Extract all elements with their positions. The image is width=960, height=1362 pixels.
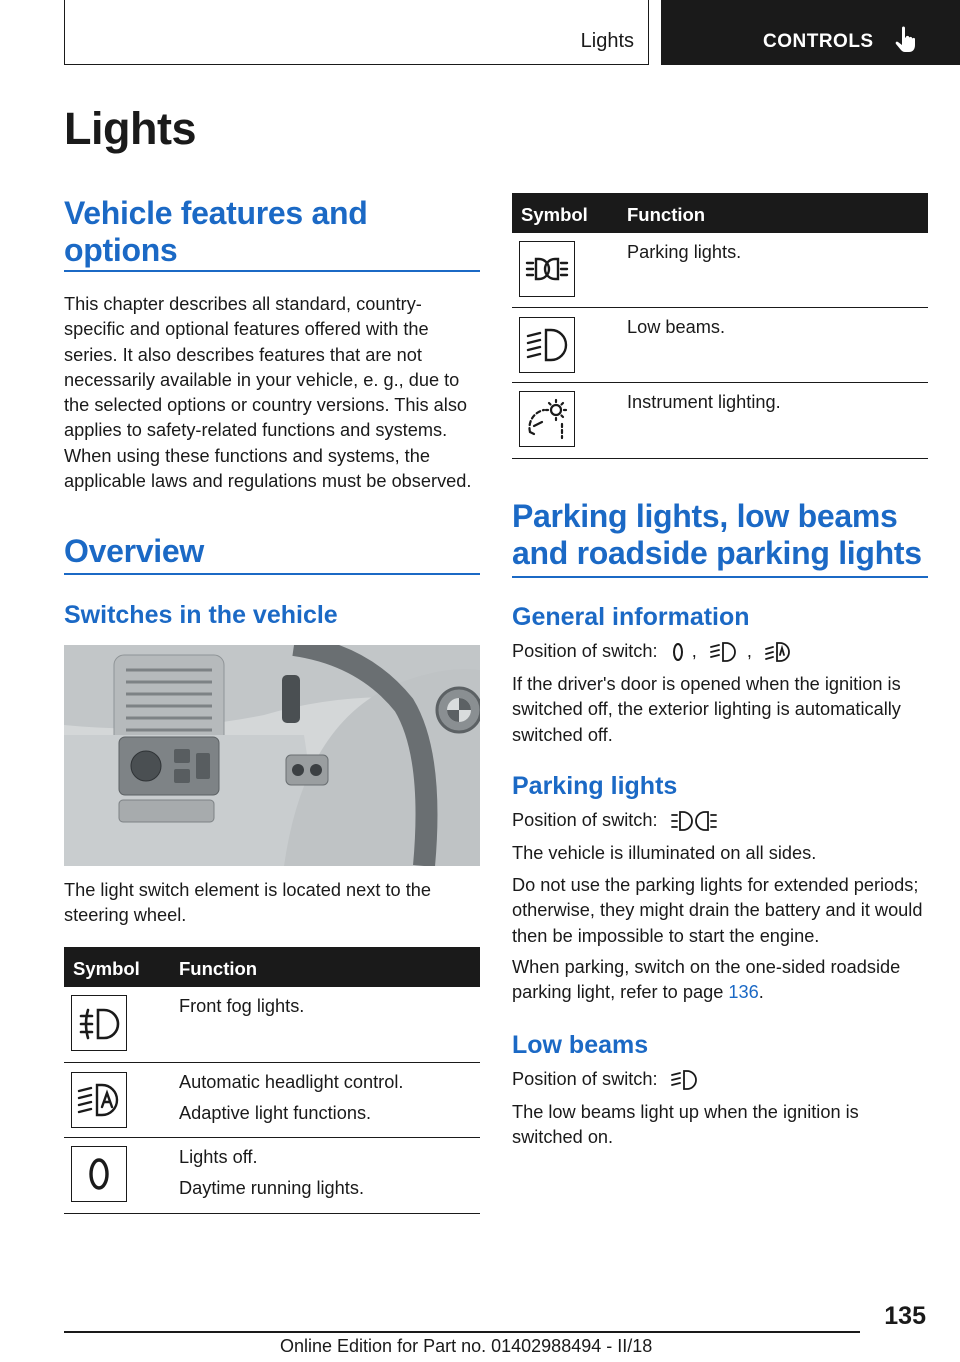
heading-parking-lights-low-beams: Parking lights, low beams and roadside parking lights	[512, 498, 922, 571]
parking-lights-icon	[671, 810, 717, 832]
automatic-headlight-icon	[765, 641, 793, 663]
heading-general-information: General information	[512, 603, 750, 631]
function-cell: Automatic headlight control. Adaptive light functions.	[179, 1072, 404, 1123]
table-row	[512, 233, 928, 308]
heading-switches-in-vehicle: Switches in the vehicle	[64, 601, 338, 629]
function-cell: Parking lights.	[627, 242, 742, 262]
header-section-title: Lights	[580, 30, 634, 52]
page-title: Lights	[64, 103, 196, 154]
instrument-lighting-icon	[519, 391, 575, 447]
switch-location-caption: The light switch element is located next to the steering wheel.	[64, 880, 431, 926]
lights-off-icon	[71, 1146, 127, 1202]
function-cell: Low beams.	[627, 317, 726, 337]
general-switch-position: Position of switch: , ,	[512, 639, 928, 664]
light-switch-photo	[64, 645, 480, 866]
low-beams-icon	[671, 1069, 701, 1091]
heading-rule	[64, 270, 480, 272]
front-fog-lights-icon	[71, 995, 127, 1051]
table-row	[64, 987, 480, 1063]
low-beams-icon	[710, 641, 740, 663]
header-section-box	[64, 0, 649, 65]
col-symbol-header: Symbol	[521, 204, 588, 225]
function-cell: Front fog lights.	[179, 996, 305, 1016]
automatic-headlight-icon	[71, 1072, 127, 1128]
footer-rule	[64, 1331, 860, 1333]
col-function-header: Function	[627, 204, 706, 225]
parking-lights-text-2: Do not use the parking lights for extended periods; otherwise, they might drain the battery and it would then be impossible to start the engine.	[512, 875, 923, 946]
parking-switch-position: Position of switch:	[512, 808, 928, 833]
table-row	[64, 1063, 480, 1138]
low-beams-switch-position: Position of switch:	[512, 1067, 928, 1092]
heading-parking-lights: Parking lights	[512, 772, 678, 800]
table-row	[64, 1138, 480, 1214]
low-beams-icon	[519, 317, 575, 373]
page-reference-link[interactable]: 136	[728, 982, 759, 1003]
lights-off-icon	[671, 641, 685, 663]
parking-lights-text-1: The vehicle is illuminated on all sides.	[512, 843, 817, 863]
header-chapter-title: CONTROLS	[763, 31, 874, 52]
parking-lights-icon	[519, 241, 575, 297]
heading-vehicle-features: Vehicle features and options	[64, 195, 368, 268]
right-table-header	[512, 193, 928, 233]
low-beams-text: The low beams light up when the ignition is switched on.	[512, 1102, 859, 1148]
heading-low-beams: Low beams	[512, 1031, 649, 1059]
general-info-text: If the driver's door is opened when the ignition is switched off, the exterior lighting is automatically switched off.	[512, 674, 901, 745]
heading-rule	[64, 573, 480, 575]
vehicle-features-text: This chapter describes all standard, country-specific and optional features offered with the series. It also describes features that are not necessarily available in your vehicle, e. g., due to the selected options or country versions. This also applies to safety-related functions and systems. When using these functions and systems, the applicable laws and regulations must be observed.	[64, 294, 472, 492]
col-function-header: Function	[179, 958, 258, 979]
header-chapter-tab[interactable]	[661, 0, 960, 65]
parking-lights-text-3: When parking, switch on the one-sided roadside parking light, refer to page 136.	[512, 957, 901, 1003]
table-row	[512, 308, 928, 383]
heading-overview: Overview	[64, 533, 204, 569]
col-symbol-header: Symbol	[73, 958, 140, 979]
heading-rule	[512, 576, 928, 578]
table-row	[512, 383, 928, 459]
function-cell: Lights off. Daytime running lights.	[179, 1147, 364, 1198]
left-table-header	[64, 947, 480, 987]
footer-edition-text: Online Edition for Part no. 01402988494 - II/18	[280, 1336, 653, 1356]
pointing-hand-icon	[895, 26, 921, 54]
page-number: 135	[884, 1302, 926, 1330]
function-cell: Instrument lighting.	[627, 392, 781, 412]
